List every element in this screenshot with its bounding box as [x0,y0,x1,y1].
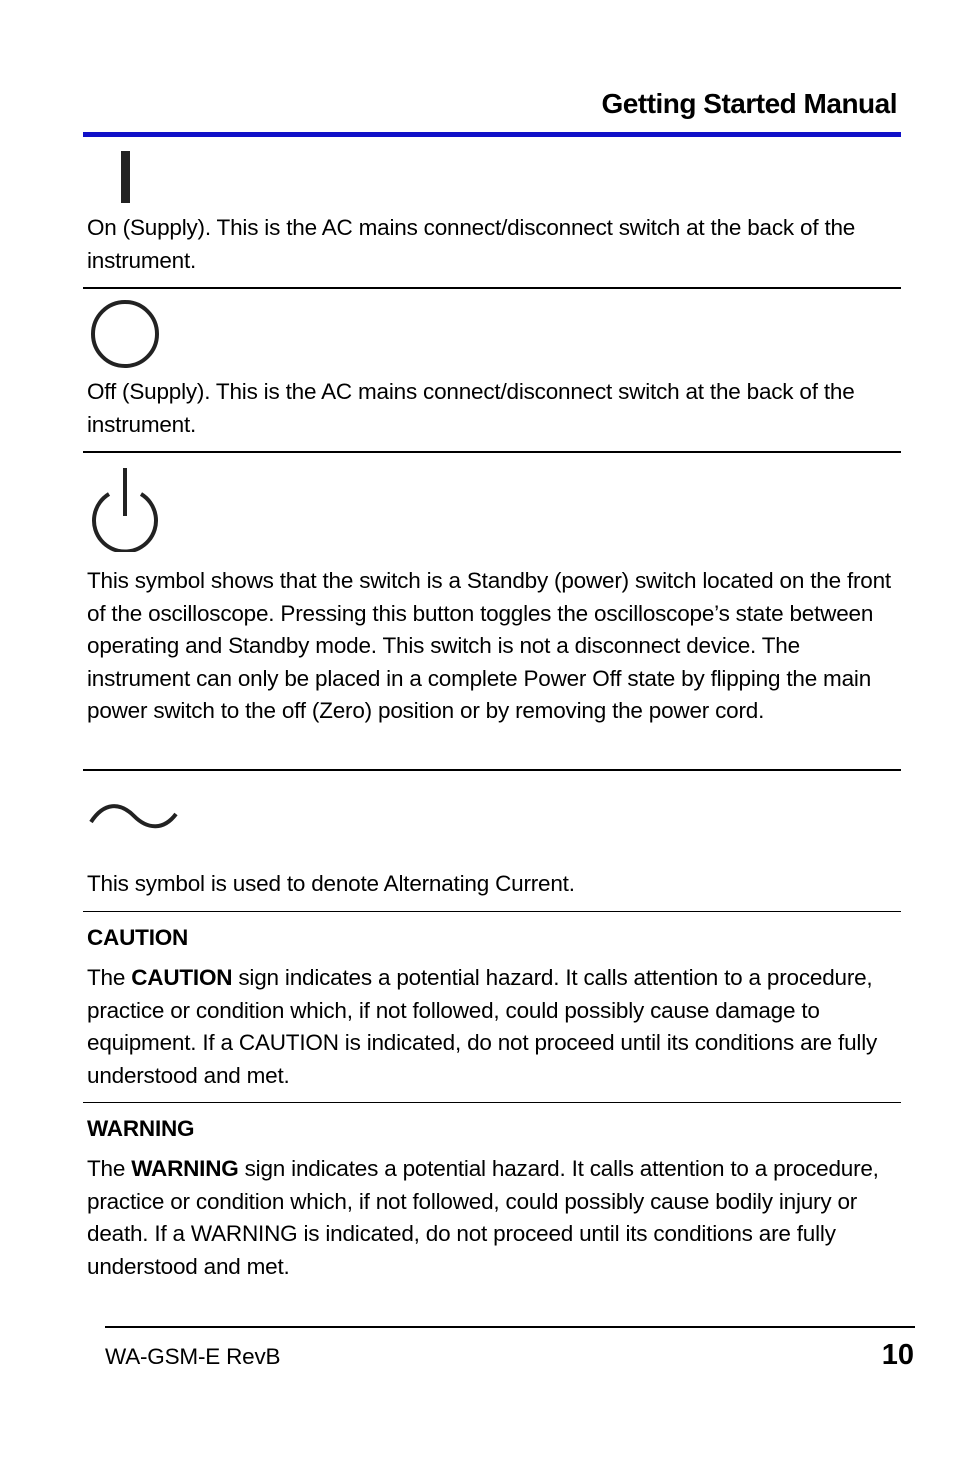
caution-paragraph [87,962,902,1092]
power-off-circle-icon [88,299,162,371]
page-number: 10 [881,1339,914,1371]
symbol-description-ac: This symbol is used to denote Alternating Current. [87,871,575,896]
caution-intro: The [87,965,132,990]
footer-document-id: WA-GSM-E RevB [105,1344,281,1369]
caution-text: sign indicates a potential hazard. It calls attention to a procedure, practice or condition which, if not followed, could possibly cause damage to equipment. If a CAUTION is indicated, do not proceed until its conditions are fully understood and met. [87,965,878,1088]
header-rule [83,132,901,137]
section-divider [83,451,901,453]
standby-power-icon [88,464,162,552]
warning-paragraph [87,1153,902,1283]
symbol-description-off: Off (Supply). This is the AC mains connect/disconnect switch at the back of the instrument. [87,379,855,437]
caution-keyword: CAUTION [131,965,233,990]
warning-heading: WARNING [87,1116,195,1141]
section-divider [83,287,901,289]
symbol-description-standby: This symbol shows that the switch is a Standby (power) switch located on the front of the oscilloscope. Pressing this button toggles the oscilloscope’s state between operating and Standby mode. This switch is not a disconnect device. The instrument can only be placed in a complete Power Off state by flipping the main power switch to the off (Zero) position or by removing the power cord. [87,568,891,723]
warning-intro: The [87,1156,132,1181]
warning-text: sign indicates a potential hazard. It calls attention to a procedure, practice or condition which, if not followed, could possibly cause bodily injury or death. If a WARNING is indicated, do not proceed until its conditions are fully understood and met. [87,1156,879,1279]
warning-keyword: WARNING [131,1156,239,1181]
caution-heading: CAUTION [87,925,189,950]
power-on-line-icon [118,150,134,206]
section-divider [83,911,901,912]
section-divider [83,769,901,771]
section-divider [83,1102,901,1103]
alternating-current-icon [88,798,180,838]
footer-rule [105,1326,915,1328]
page-header-title: Getting Started Manual [601,88,897,119]
symbol-description-on: On (Supply). This is the AC mains connect/disconnect switch at the back of the instrument. [87,215,856,273]
